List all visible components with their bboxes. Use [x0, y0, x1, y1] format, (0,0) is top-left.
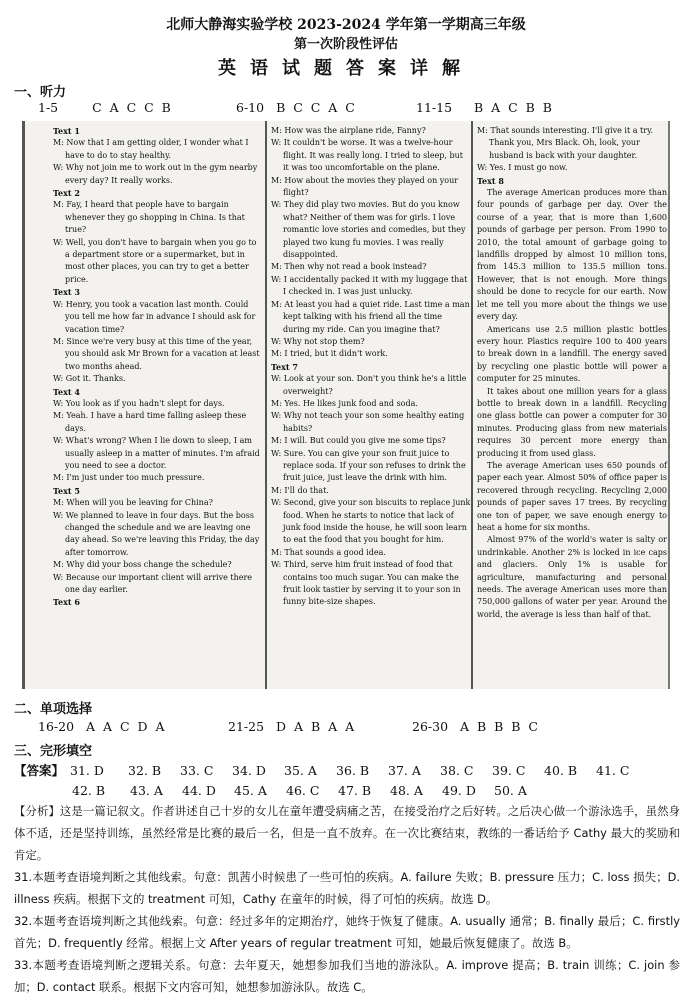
cloze-answer: 36. B: [336, 763, 370, 778]
cloze-answer: 39. C: [492, 763, 526, 778]
document-title: 英语试题答案详解: [218, 58, 474, 79]
exam-subtitle: 第一次阶段性评估: [293, 37, 398, 52]
transcript-line: M: How was the airplane ride, Fanny?: [271, 126, 426, 135]
transcript-line: W: We planned to leave in four days. But the boss changed the schedule and we are leaving one day ahead. So we're leaving this Friday, the day after tomorrow.: [53, 510, 260, 557]
transcript-line: W: Second, give your son biscuits to replace junk food. When he starts to notice that lack of junk food inside the house, he will soon learn to eat the food that you bought for him.: [271, 498, 471, 545]
transcript-line: W: Third, serve him fruit instead of food that contains too much sugar. You can make the fruit look tastier by serving it to your son in funny bite-size shapes.: [271, 560, 461, 607]
transcript-line: M: That sounds interesting. I'll give it a try. Thank you, Mrs Black. Oh, look, your husband is back with your daughter.: [477, 126, 654, 160]
section-listening-title: 一、听力: [14, 85, 67, 100]
transcript-line: M: When will you be leaving for China?: [53, 498, 213, 508]
cloze-answer: 44. D: [182, 783, 216, 798]
cloze-answers-row-2: [72, 783, 546, 798]
transcript-line: M: I tried, but it didn't work.: [271, 349, 388, 359]
answer-range: 11-15: [416, 100, 453, 115]
answer-letters: B A C B B: [474, 100, 552, 115]
explanation-32: 32.本题考查语境判断之其他线索。句意：经过多年的定期治疗，她终于恢复了健康。A. usually 通常；B. finally 最后；C. firstly 首先；D. frequently 经常。根据上文 After years of regular treatment 可知，她最后恢复健康了。故选 B。: [14, 914, 680, 950]
cloze-answer: 47. B: [338, 783, 372, 798]
answer-range: 16-20: [38, 719, 75, 734]
transcript-line: W: I accidentally packed it with my luggage that I checked in. I was just unlucky.: [271, 274, 468, 297]
transcript-line: M: How about the movies they played on your flight?: [271, 175, 459, 198]
transcript-line: W: You look as if you hadn't slept for days.: [53, 398, 225, 408]
cloze-answer: 41. C: [596, 763, 630, 778]
cloze-answer: 35. A: [284, 763, 317, 778]
transcript-heading: Text 7: [271, 361, 298, 372]
column-divider: [265, 121, 267, 689]
cloze-answers-row-1: [14, 761, 648, 779]
transcript-line: W: Well, you don't have to bargain when you go to a department store or a supermarket, but in most other places, you can try to get a better price.: [53, 237, 257, 284]
cloze-answer: 49. D: [442, 783, 476, 798]
transcript-line: M: I'm just under too much pressure.: [53, 473, 205, 483]
transcript-column-3: [477, 125, 667, 621]
answer-range: 6-10: [236, 100, 265, 115]
transcript-line: M: That sounds a good idea.: [271, 547, 386, 557]
transcript-line: W: It couldn't be worse. It was a twelve-hour flight. It was really long. I tried to sleep, but it was too uncomfortable on the plane.: [271, 138, 463, 173]
transcript-line: M: Fay, I heard that people have to bargain whenever they go shopping in China. Is that true?: [53, 200, 245, 235]
transcript-heading: Text 1: [53, 126, 80, 136]
transcript-heading: Text 2: [53, 188, 80, 199]
section-cloze-title: 三、完形填空: [14, 744, 93, 759]
transcript-line: M: I will. But could you give me some tips?: [271, 436, 446, 446]
transcript-line: W: They did play two movies. But do you know what? Neither of them was for girls. I love romantic love stories and comedies, but they played two kung fu movies. I was really disappointed.: [271, 200, 466, 260]
cloze-answer: 38. C: [440, 763, 474, 778]
cloze-answer: 42. B: [72, 783, 106, 798]
analysis-paragraph: 【分析】这是一篇记叙文。作者讲述自己十岁的女儿在童年遭受病痛之苦，在接受治疗之后好转。之后决心做一个游泳选手，虽然身体不适，还是坚持训练，虽然经常是比赛的最后一名，但是一直不放弃。在一次比赛结束，教练的一番话给予 Cathy 最大的奖励和肯定。: [14, 804, 680, 862]
grammar-answers-2: [228, 719, 354, 734]
transcript-line: W: Got it. Thanks.: [53, 374, 126, 384]
listening-answers-1: [38, 100, 171, 115]
listening-answers-2: [236, 100, 355, 115]
transcript-column-2: [271, 125, 471, 609]
answer-range: 26-30: [412, 719, 449, 734]
transcript-line: W: Yes. I must go now.: [477, 163, 568, 173]
cloze-answer: 46. C: [286, 783, 320, 798]
explanation-31: 31.本题考查语境判断之其他线索。句意：凯茜小时候患了一些可怕的疾病。A. failure 失败；B. pressure 压力；C. loss 损失；D. illness 疾病。根据下文的 treatment 可知，Cathy 在童年的时候，得了可怕的疾病。故选 D。: [14, 870, 680, 906]
transcript-scan: [22, 121, 670, 689]
answer-range: 21-25: [228, 719, 265, 734]
transcript-line: M: Why did your boss change the schedule?: [53, 560, 232, 570]
school-title: 北师大静海实验学校 2023-2024 学年第一学期高三年级: [166, 17, 526, 33]
answer-letters: B C C A C: [276, 100, 355, 115]
cloze-answer: 50. A: [494, 783, 527, 798]
transcript-line: M: Yes. He likes junk food and soda.: [271, 398, 418, 408]
transcript-heading: Text 8: [477, 175, 504, 186]
explanation-33: 33.本题考查语境判断之逻辑关系。句意：去年夏天，她想参加我们当地的游泳队。A. improve 提高；B. train 训练；C. join 参加；D. contact 联系。根据下文内容可知，她想参加游泳队。故选 C。: [14, 958, 680, 994]
cloze-answer: 32. B: [128, 763, 162, 778]
transcript-column-1: [53, 125, 261, 609]
column-divider: [471, 121, 473, 689]
cloze-answer: 37. A: [388, 763, 421, 778]
transcript-line: The average American produces more than four pounds of garbage per day. Over the course of a year, that is more than 1,600 pounds of garbage per person. From 1990 to 2010, the total amount of garbage going to landfills dropped by almost 10 million tons, from 145.3 million to 135.5 million tons. However, that is not enough. More things should be done to recycle for our earth. Now let me tell you more about the things we use every day.: [477, 188, 667, 322]
transcript-line: W: Henry, you took a vacation last month. Could you tell me how far in advance I should ask for vacation time?: [53, 299, 256, 334]
listening-answers-3: [416, 100, 552, 115]
cloze-answer: 31. D: [70, 763, 104, 778]
answer-label: 【答案】: [14, 763, 65, 778]
cloze-answer: 34. D: [232, 763, 266, 778]
transcript-line: M: At least you had a quiet ride. Last time a man kept talking with his friend all the time during my ride. Can you imagine that?: [271, 299, 470, 334]
answer-letters: A B B B C: [460, 719, 538, 734]
transcript-line: W: Sure. You can give your son fruit juice to replace soda. If your son refuses to drink the fruit juice, just leave the drink with him.: [271, 448, 466, 483]
grammar-answers-3: [412, 719, 538, 734]
transcript-line: M: Since we're very busy at this time of the year, you should ask Mr Brown for a vacation at least two months ahead.: [53, 336, 260, 371]
transcript-line: The average American uses 650 pounds of paper each year. Almost 50% of office paper is recovered through recycling. Recycling 2,000 pounds of paper saves 17 trees. By recycling one ton of paper, we save enough energy to heat a home for six months.: [477, 460, 667, 532]
cloze-answer: 40. B: [544, 763, 578, 778]
transcript-line: W: Look at your son. Don't you think he's a little overweight?: [271, 374, 467, 396]
cloze-answer: 43. A: [130, 783, 163, 798]
transcript-heading: Text 4: [53, 386, 80, 397]
cloze-answer: 45. A: [234, 783, 267, 798]
section-grammar-title: 二、单项选择: [14, 702, 93, 717]
transcript-line: W: Why not stop them?: [271, 336, 365, 346]
answer-letters: C A C C B: [92, 100, 171, 115]
transcript-line: W: Why not teach your son some healthy eating habits?: [271, 411, 465, 433]
transcript-heading: Text 5: [53, 485, 80, 496]
cloze-answer: 48. A: [390, 783, 423, 798]
transcript-line: W: Because our important client will arrive there one day earlier.: [53, 572, 253, 595]
answer-letters: D A B A A: [276, 719, 355, 734]
transcript-line: M: I'll do that.: [271, 485, 329, 495]
answer-letters: A A C D A: [86, 719, 165, 734]
transcript-line: M: Yeah. I have a hard time falling asleep these days.: [53, 411, 247, 433]
grammar-answers-1: [38, 719, 165, 734]
cloze-answer: 33. C: [180, 763, 214, 778]
transcript-line: It takes about one million years for a glass bottle to break down in a landfill. Recycling one glass bottle can power a computer for 30 minutes. Producing glass from new materials requires 30 percent more energy than producing it from used glass.: [477, 386, 667, 458]
transcript-line: Americans use 2.5 million plastic bottles every hour. Plastics require 100 to 400 years to break down in a landfill. The energy saved by recycling one plastic bottle will power a computer for 25 minutes.: [477, 324, 667, 384]
transcript-line: M: Then why not read a book instead?: [271, 262, 427, 272]
transcript-line: W: What's wrong? When I lie down to sleep, I am usually asleep in a matter of minutes. I'm afraid you need to see a doctor.: [53, 436, 260, 470]
transcript-line: M: Now that I am getting older, I wonder what I have to do to stay healthy.: [53, 138, 249, 160]
transcript-line: W: Why not join me to work out in the gym nearby every day? It really works.: [53, 163, 258, 185]
answer-range: 1-5: [38, 100, 59, 115]
transcript-heading: Text 6: [53, 597, 80, 608]
transcript-heading: Text 3: [53, 287, 80, 298]
transcript-line: Almost 97% of the world's water is salty or undrinkable. Another 2% is locked in ice caps and glaciers. Only 1% is usable for agriculture, manufacturing and personal needs. The average American uses more than 750,000 gallons of water per year. Around the world, the average is less than half of that.: [477, 535, 667, 619]
